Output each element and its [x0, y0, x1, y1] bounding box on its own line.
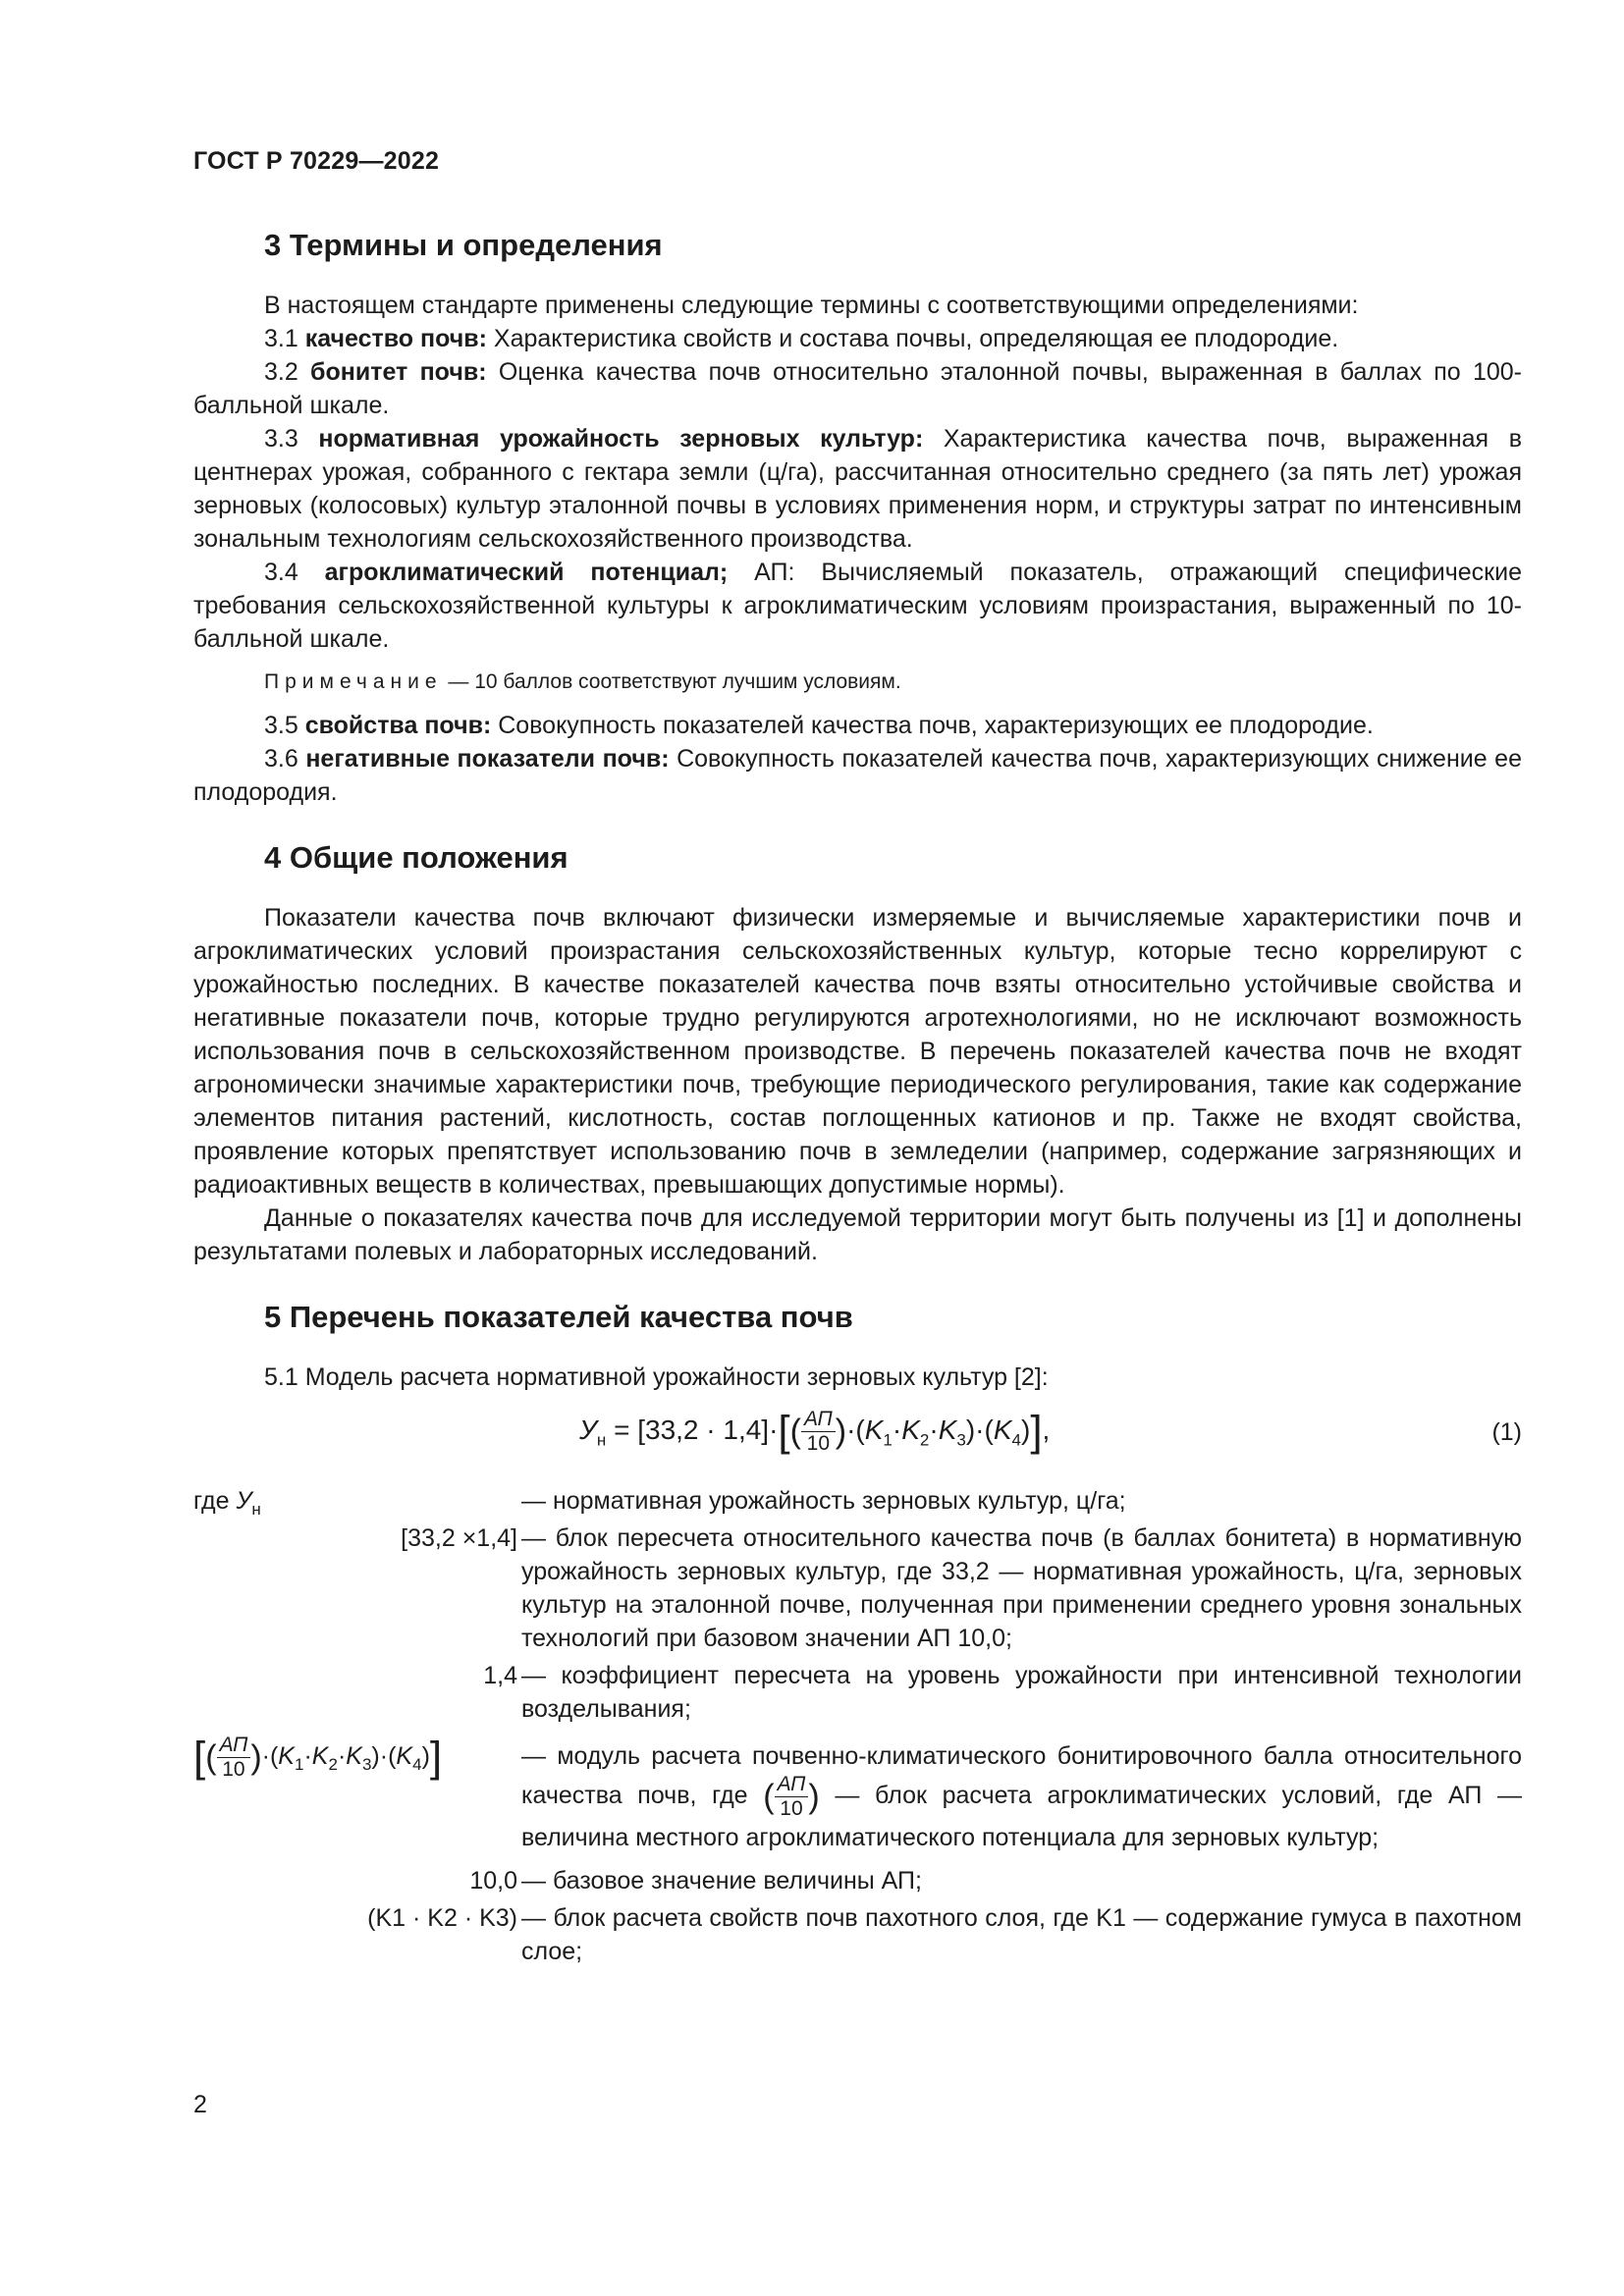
formula-dot: · [846, 1414, 856, 1445]
formula-1 [193, 1404, 1522, 1472]
fraction-numerator: АП [775, 1773, 809, 1797]
formula-paren: ) [835, 1413, 847, 1451]
formula-k1-sub: 1 [294, 1755, 304, 1775]
formula-lhs-sub: н [596, 1430, 607, 1450]
definition-label: [33,2 ×1,4] [401, 1524, 517, 1552]
term-definition: Оценка качества почв относительно эталонной почвы, выраженная в баллах по 100-балльной шкале. [193, 358, 1523, 419]
definition-label: 1,4 [483, 1662, 517, 1689]
formula-bracket: [ [778, 1407, 790, 1456]
formula-k3-sub: 3 [361, 1755, 372, 1775]
definition-label: (K1 · K2 · K3) [367, 1904, 517, 1932]
term-definition: Характеристика свойств и состава почвы, определяющая ее плодородие. [486, 325, 1339, 352]
formula-paren: ( [789, 1413, 801, 1451]
term-definition: АП: Вычисляемый показатель, отражающий специфические требования сельскохозяйственной культуры к агроклиматическим условиям произрастания, выраженный по 10-балльной шкале. [193, 559, 1522, 653]
formula-block1: [33,2 · 1,4] [637, 1414, 770, 1445]
term-number: 3.2 [264, 358, 311, 386]
definition-var: У [236, 1487, 252, 1515]
formula-k3-sub: 3 [956, 1430, 966, 1450]
note-text: — 10 баллов соответствуют лучшим условиям. [442, 670, 901, 693]
term-name: бонитет почв: [310, 358, 487, 386]
formula-k1: K [278, 1742, 295, 1771]
definition-text: — блок пересчета относительного качества почв (в баллах бонитета) в нормативную урожайность зерновых культур, где 33,2 — нормативная урожайность, ц/га, зерновых культур на эталонной почве, полученная при применении среднего уровня зональных технологий при базовом значении АП 10,0; [521, 1524, 1522, 1652]
term-3-5 [193, 709, 1522, 742]
term-name: качество почв: [304, 325, 487, 352]
fraction-denominator: 10 [806, 1432, 831, 1455]
standard-code: ГОСТ Р 70229—2022 [193, 147, 440, 175]
section-3-title: 3 Термины и определения [264, 228, 663, 262]
term-number: 3.3 [264, 425, 319, 453]
formula-k3: K [938, 1414, 957, 1445]
definition-row [193, 1901, 1522, 1968]
formula-k4: K [396, 1742, 413, 1771]
formula-dot: · [379, 1742, 389, 1771]
definition-row [193, 1484, 1522, 1518]
definition-var-sub: н [251, 1500, 261, 1519]
formula-dot: · [303, 1742, 312, 1771]
formula-k1-sub: 1 [883, 1430, 893, 1450]
definition-row [193, 1659, 1522, 1726]
definition-label [193, 1484, 517, 1526]
term-definition: Совокупность показателей качества почв, характеризующих ее плодородие. [491, 712, 1374, 739]
definition-row [193, 1522, 1522, 1655]
formula-dot: · [261, 1742, 270, 1771]
term-number: 3.6 [264, 745, 306, 773]
formula-dot: · [337, 1742, 347, 1771]
formula-dot: · [929, 1414, 939, 1445]
definition-text: — нормативная урожайность зерновых культур, ц/га; [521, 1487, 1126, 1515]
section-3-intro: В настоящем стандарте применены следующие термины с соответствующими определениями: [264, 292, 1359, 319]
formula-paren: ( [205, 1738, 217, 1777]
definition-text-part: — блок расчета агроклиматических условий, где АП — величина местного агроклиматического потенциала для зерновых культур; [521, 1782, 1523, 1851]
term-number: 3.4 [264, 559, 325, 586]
term-3-6 [193, 742, 1522, 809]
formula-fraction [775, 1773, 809, 1821]
formula-bracket: ] [429, 1733, 443, 1782]
formula-paren: ) [808, 1778, 820, 1816]
definition-text: — блок расчета свойств почв пахотного слоя, где K1 — содержание гумуса в пахотном слое; [521, 1904, 1522, 1965]
formula-fraction [217, 1734, 251, 1782]
formula-k2-sub: 2 [919, 1430, 930, 1450]
page-number: 2 [193, 2091, 207, 2118]
definition-text: — коэффициент пересчета на уровень урожайности при интенсивной технологии возделывания; [521, 1662, 1522, 1723]
definition-row [193, 1864, 1522, 1897]
term-name: нормативная урожайность зерновых культур: [318, 425, 924, 453]
formula-paren: ) [250, 1738, 262, 1777]
formula-k4-sub: 4 [412, 1755, 422, 1775]
formula-fraction [801, 1408, 836, 1456]
definition-label-formula: [( $\frac{АП}{10}$ )$\cdot(K_1\cdot K_2\cdot K_3)\cdot(K_4)$] [193, 1733, 443, 1782]
note-label: Примечание [264, 670, 443, 693]
term-3-1 [193, 322, 1522, 355]
definition-text: — базовое значение величины АП; [521, 1867, 922, 1895]
formula-lhs: У [579, 1414, 597, 1445]
formula-bracket: [ [193, 1733, 206, 1782]
fraction-denominator: 10 [222, 1758, 245, 1781]
formula-dot: · [975, 1414, 985, 1445]
section-5-1: 5.1 Модель расчета нормативной урожайности зерновых культур [2]: [264, 1363, 1049, 1391]
section-4-paragraph-1: Показатели качества почв включают физически измеряемые и вычисляемые характеристики почв и агроклиматических условий произрастания сельскохозяйственных культур, которые тесно коррелируют с урожайностью последних. В качестве показателей качества почв взяты относительно устойчивые свойства и негативные показатели почв, которые трудно регулируются агротехнологиями, но не исключают возможность использования почв в сельскохозяйственном производстве. В перечень показателей качества почв не входят агрономически значимые характеристики почв, требующие периодического регулирования, такие как содержание элементов питания растений, кислотность, состав поглощенных катионов и пр. Также не входят свойства, проявление которых препятствует использованию почв в земледелии (например, содержание загрязняющих и радиоактивных веществ в количествах, превышающих допустимые нормы). [193, 904, 1522, 1199]
formula-k2: K [901, 1414, 920, 1445]
formula-k4: K [993, 1414, 1012, 1445]
fraction-denominator: 10 [780, 1797, 803, 1820]
definition-row [193, 1733, 1523, 1854]
formula-bracket: ] [1030, 1407, 1043, 1456]
formula-expression: $У_н = [33,2 \cdot 1,4]\cdot$[( $\frac{АП}{10}$ )$\cdot(K_1\cdot K_2\cdot K_3)\cdot(K_4)$], [579, 1407, 1051, 1456]
term-3-2 [193, 355, 1522, 422]
term-name: негативные показатели почв: [305, 745, 670, 773]
definition-text-part: — модуль расчета почвенно-климатического бонитировочного балла относительного качества почв, где [521, 1742, 1522, 1810]
term-definition: Совокупность показателей качества почв, характеризующих снижение ее плодородия. [193, 745, 1522, 806]
formula-equals: = [606, 1414, 638, 1445]
formula-k2-sub: 2 [328, 1755, 338, 1775]
formula-definitions [193, 1484, 1522, 1968]
term-name: свойства почв: [304, 712, 492, 739]
page-content [193, 226, 1522, 1972]
term-definition: Характеристика качества почв, выраженная в центнерах урожая, собранного с гектара земли (ц/га), рассчитанная относительно среднего (за пять лет) урожая зерновых (колосовых) культур эталонной почвы в условиях применения норм, и структуры затрат по интенсивным зональным технологиям сельскохозяйственного производства. [193, 425, 1522, 553]
where-word: где [193, 1487, 237, 1515]
formula-k3: K [346, 1742, 362, 1771]
formula-k4-sub: 4 [1011, 1430, 1021, 1450]
formula-paren: ( [763, 1778, 775, 1816]
term-number: 3.5 [264, 712, 305, 739]
term-3-3 [193, 422, 1522, 556]
fraction-numerator: АП [217, 1734, 251, 1758]
definition-label: 10,0 [469, 1867, 517, 1895]
section-5-title: 5 Перечень показателей качества почв [264, 1300, 853, 1334]
formula-dot: · [769, 1414, 779, 1445]
term-name: агроклиматический потенциал; [324, 559, 729, 586]
term-3-4 [193, 556, 1522, 656]
formula-number: (1) [1491, 1418, 1522, 1446]
section-4-paragraph-2: Данные о показателях качества почв для исследуемой территории могут быть получены из [1] и дополнены результатами полевых и лабораторных исследований. [193, 1204, 1522, 1265]
term-number: 3.1 [264, 325, 305, 352]
fraction-numerator: АП [801, 1408, 836, 1432]
note [264, 667, 1522, 697]
section-4-title: 4 Общие положения [264, 840, 568, 875]
formula-k2: K [311, 1742, 329, 1771]
formula-k1: K [864, 1414, 884, 1445]
definition-text [521, 1739, 1522, 1854]
formula-dot: · [892, 1414, 902, 1445]
